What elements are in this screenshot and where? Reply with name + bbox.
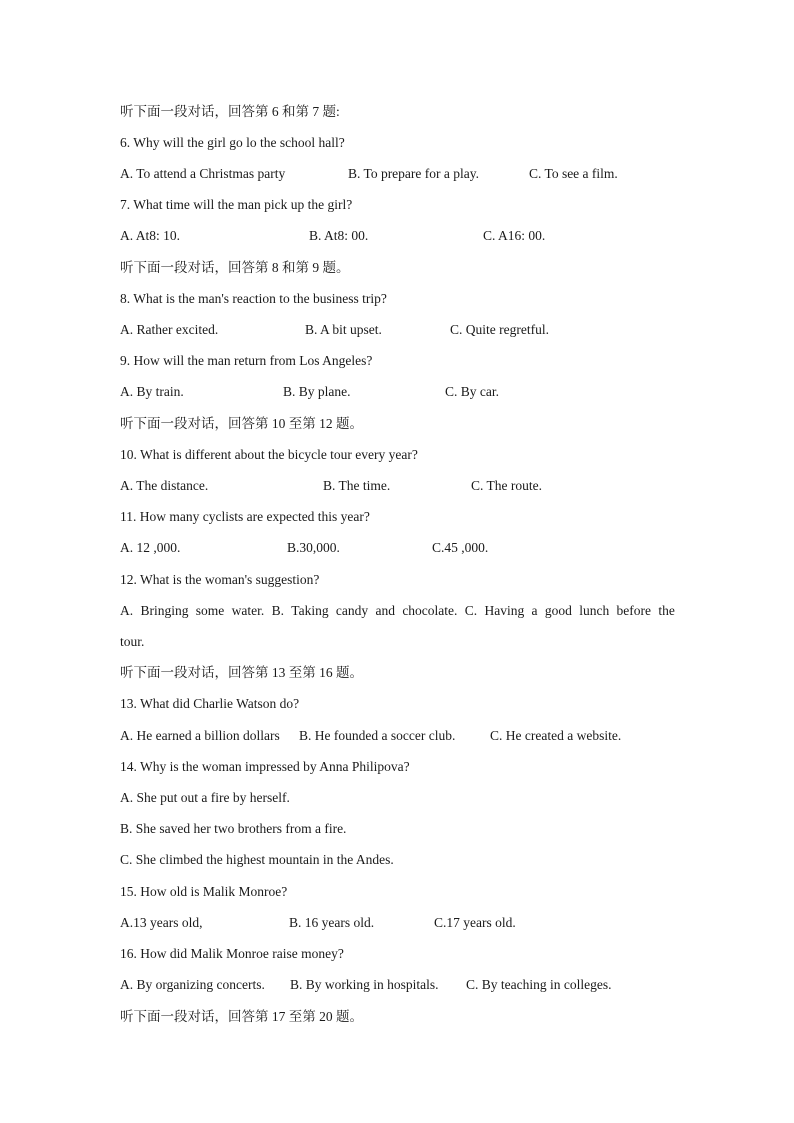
q12-word: Bringing bbox=[140, 603, 189, 618]
q12-option-continuation: tour. bbox=[120, 634, 145, 649]
question-6: 6. Why will the girl go lo the school hall? bbox=[120, 135, 345, 150]
q11-option-a: A. 12 ,000. bbox=[120, 540, 181, 555]
q6-option-c: C. To see a film. bbox=[529, 166, 618, 181]
q12-word: a bbox=[531, 603, 538, 618]
q10-option-a: A. The distance. bbox=[120, 478, 209, 493]
q12-word: before bbox=[616, 603, 652, 618]
q13-option-b: B. He founded a soccer club. bbox=[299, 728, 456, 743]
q9-option-a: A. By train. bbox=[120, 384, 184, 399]
q9-option-c: C. By car. bbox=[445, 384, 499, 399]
q6-option-a: A. To attend a Christmas party bbox=[120, 166, 286, 181]
q7-option-b: B. At8: 00. bbox=[309, 228, 369, 243]
q16-option-a: A. By organizing concerts. bbox=[120, 977, 265, 992]
q12-word: the bbox=[658, 603, 675, 618]
q12-word: B. bbox=[271, 603, 284, 618]
q12-options-line bbox=[120, 603, 675, 619]
question-10: 10. What is different about the bicycle tour every year? bbox=[120, 447, 418, 462]
question-16: 16. How did Malik Monroe raise money? bbox=[120, 946, 344, 961]
q14-option-b: B. She saved her two brothers from a fire. bbox=[120, 821, 347, 836]
q16-option-b: B. By working in hospitals. bbox=[290, 977, 439, 992]
q14-option-a: A. She put out a fire by herself. bbox=[120, 790, 290, 805]
q14-option-c: C. She climbed the highest mountain in the Andes. bbox=[120, 852, 394, 867]
question-13: 13. What did Charlie Watson do? bbox=[120, 696, 300, 711]
q6-option-b: B. To prepare for a play. bbox=[348, 166, 480, 181]
q7-option-c: C. A16: 00. bbox=[483, 228, 546, 243]
question-15: 15. How old is Malik Monroe? bbox=[120, 884, 288, 899]
question-8: 8. What is the man's reaction to the business trip? bbox=[120, 291, 387, 306]
q12-word: chocolate. bbox=[402, 603, 458, 618]
q8-option-a: A. Rather excited. bbox=[120, 322, 219, 337]
q13-option-c: C. He created a website. bbox=[490, 728, 622, 743]
q12-word: and bbox=[375, 603, 395, 618]
q15-option-b: B. 16 years old. bbox=[289, 915, 375, 930]
section-instruction: 听下面一段对话，回答第 13 至第 16 题。 bbox=[120, 665, 363, 680]
q15-option-a: A.13 years old, bbox=[120, 915, 203, 930]
q11-option-b: B.30,000. bbox=[287, 540, 340, 555]
q12-word: Having bbox=[484, 603, 525, 618]
q9-option-b: B. By plane. bbox=[283, 384, 351, 399]
q12-word: A. bbox=[120, 603, 134, 618]
q10-option-c: C. The route. bbox=[471, 478, 542, 493]
section-instruction: 听下面一段对话，回答第 8 和第 9 题。 bbox=[120, 260, 350, 275]
q7-option-a: A. At8: 10. bbox=[120, 228, 181, 243]
q12-word: water. bbox=[231, 603, 265, 618]
q12-word: lunch bbox=[579, 603, 610, 618]
q12-word: candy bbox=[335, 603, 369, 618]
q8-option-c: C. Quite regretful. bbox=[450, 322, 549, 337]
q11-option-c: C.45 ,000. bbox=[432, 540, 489, 555]
q10-option-b: B. The time. bbox=[323, 478, 391, 493]
question-12: 12. What is the woman's suggestion? bbox=[120, 572, 320, 587]
question-11: 11. How many cyclists are expected this year? bbox=[120, 509, 370, 524]
q13-option-a: A. He earned a billion dollars bbox=[120, 728, 280, 743]
section-instruction: 听下面一段对话，回答第 6 和第 7 题: bbox=[120, 104, 340, 119]
q12-word: good bbox=[544, 603, 572, 618]
q15-option-c: C.17 years old. bbox=[434, 915, 516, 930]
question-7: 7. What time will the man pick up the girl? bbox=[120, 197, 353, 212]
question-9: 9. How will the man return from Los Angeles? bbox=[120, 353, 373, 368]
section-instruction: 听下面一段对话，回答第 10 至第 12 题。 bbox=[120, 416, 363, 431]
q12-word: some bbox=[195, 603, 225, 618]
q12-word: C. bbox=[464, 603, 478, 618]
question-14: 14. Why is the woman impressed by Anna Philipova? bbox=[120, 759, 410, 774]
section-instruction: 听下面一段对话，回答第 17 至第 20 题。 bbox=[120, 1009, 363, 1024]
q16-option-c: C. By teaching in colleges. bbox=[466, 977, 612, 992]
q12-word: Taking bbox=[291, 603, 329, 618]
q8-option-b: B. A bit upset. bbox=[305, 322, 382, 337]
